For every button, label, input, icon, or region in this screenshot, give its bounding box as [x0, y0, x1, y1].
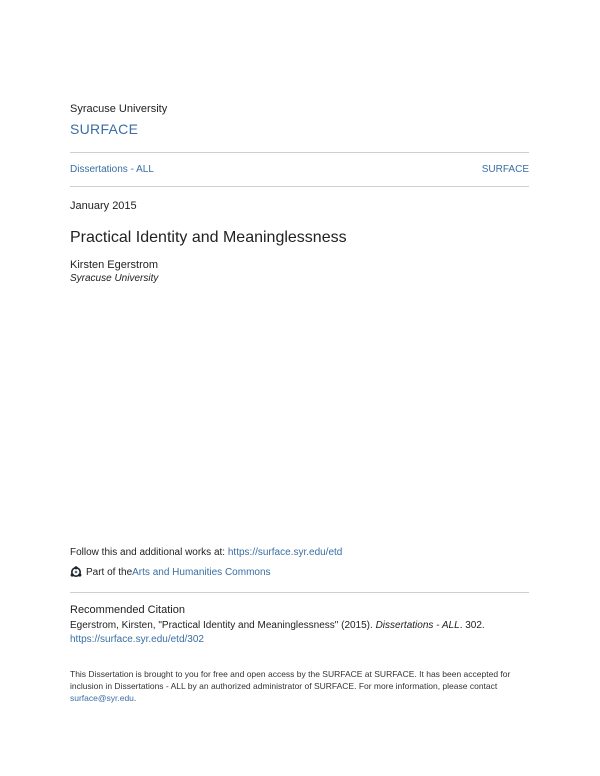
collection-link[interactable]: Dissertations - ALL — [70, 164, 154, 175]
footer-body: This Dissertation is brought to you for free and open access by the SURFACE at SURFACE. It has been accepted for inclusion in Dissertations - ALL by an authorized administrator of SURFACE. For more information, please contact — [70, 669, 511, 691]
repository-title-link[interactable]: SURFACE — [70, 121, 139, 137]
institution-name: Syracuse University — [70, 103, 168, 115]
contact-email-link[interactable]: surface@syr.edu — [70, 693, 134, 703]
follow-url-link[interactable]: https://surface.syr.edu/etd — [227, 547, 343, 558]
citation-divider — [70, 592, 529, 593]
citation-series: Dissertations - ALL — [375, 620, 460, 631]
top-divider — [70, 152, 529, 153]
citation-number: . 302. — [459, 620, 485, 631]
citation-url-link[interactable]: https://surface.syr.edu/etd/302 — [70, 634, 204, 645]
publication-date: January 2015 — [70, 200, 137, 212]
citation-text — [70, 619, 530, 647]
author-affiliation: Syracuse University — [70, 273, 159, 284]
footer-notice — [70, 668, 532, 704]
citation-body: Egerstrom, Kirsten, "Practical Identity and Meaninglessness" (2015). — [70, 620, 376, 631]
repository-link[interactable]: SURFACE — [481, 164, 529, 175]
part-of-prefix: Part of the — [86, 566, 133, 578]
network-commons-icon — [70, 566, 82, 578]
part-of-line — [70, 566, 271, 578]
arts-humanities-commons-link[interactable]: Arts and Humanities Commons — [132, 566, 271, 578]
citation-heading: Recommended Citation — [70, 604, 185, 616]
author-name: Kirsten Egerstrom — [70, 259, 159, 271]
document-title: Practical Identity and Meaninglessness — [70, 229, 347, 246]
footer-end: . — [133, 693, 137, 703]
follow-line — [70, 547, 342, 558]
follow-prefix: Follow this and additional works at: — [70, 547, 228, 558]
nav-divider — [70, 186, 529, 187]
